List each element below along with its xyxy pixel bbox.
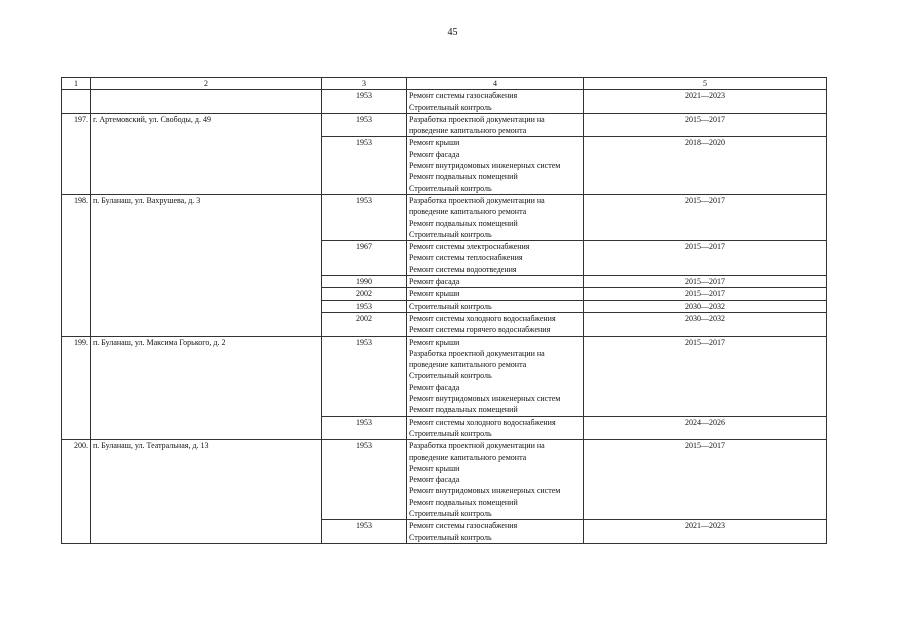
period-cell: 2015—2017 [584,276,827,288]
work-item: Строительный контроль [409,183,492,193]
work-item: Разработка проектной документации на [409,195,545,205]
table-header-row [62,78,827,90]
works-cell [407,194,584,240]
works-cell [407,440,584,520]
address-cell [91,90,322,114]
period-cell: 2015—2017 [584,241,827,276]
work-item: Ремонт системы водоотведения [409,264,517,274]
work-item: проведение капитального ремонта [409,360,527,370]
work-item: Ремонт внутридомовых инженерных систем [409,486,561,496]
year-cell: 1953 [322,440,407,520]
work-item: Ремонт системы газоснабжения [409,521,518,531]
work-item: Ремонт внутридомовых инженерных систем [409,161,561,171]
work-item: Ремонт системы холодного водоснабжения [409,313,556,323]
work-item: Ремонт крыши [409,138,460,148]
work-item: Строительный контроль [409,508,492,518]
work-item: Ремонт подвальных помещений [409,172,518,182]
row-number-cell: 199. [62,336,91,440]
period-cell: 2018—2020 [584,137,827,194]
work-item: Ремонт внутридомовых инженерных систем [409,394,561,404]
works-cell [407,336,584,416]
works-cell [407,113,584,137]
address-cell: п. Буланаш, ул. Вахрушева, д. 3 [91,194,322,336]
work-item: Ремонт фасада [409,277,460,287]
year-cell: 2002 [322,288,407,300]
year-cell: 1953 [322,113,407,137]
row-number-cell: 198. [62,194,91,336]
header-cell-3: 3 [322,78,407,90]
work-item: Строительный контроль [409,102,492,112]
table-row [62,113,827,137]
year-cell: 1953 [322,336,407,416]
work-item: Строительный контроль [409,371,492,381]
table-row [62,194,827,240]
year-cell: 1990 [322,276,407,288]
year-cell: 1953 [322,194,407,240]
address-cell: п. Буланаш, ул. Театральная, д. 13 [91,440,322,544]
works-cell [407,312,584,336]
header-cell-4: 4 [407,78,584,90]
year-cell: 1967 [322,241,407,276]
work-item: Строительный контроль [409,301,492,311]
period-cell: 2021—2023 [584,520,827,544]
row-number-cell: 197. [62,113,91,194]
year-cell: 1953 [322,520,407,544]
year-cell: 1953 [322,137,407,194]
work-item: Разработка проектной документации на [409,441,545,451]
works-cell [407,137,584,194]
header-cell-1: 1 [62,78,91,90]
period-cell: 2015—2017 [584,336,827,416]
table-body [62,78,827,544]
header-cell-5: 5 [584,78,827,90]
header-cell-2: 2 [91,78,322,90]
work-item: Ремонт крыши [409,463,460,473]
table-row [62,90,827,114]
period-cell: 2030—2032 [584,300,827,312]
repair-schedule-table [61,77,827,544]
work-item: Ремонт системы горячего водоснабжения [409,325,551,335]
work-item: Ремонт подвальных помещений [409,497,518,507]
works-cell [407,416,584,440]
row-number-cell [62,90,91,114]
period-cell: 2015—2017 [584,113,827,137]
row-number-cell: 200. [62,440,91,544]
works-cell [407,90,584,114]
period-cell: 2015—2017 [584,440,827,520]
work-item: проведение капитального ремонта [409,207,527,217]
period-cell: 2021—2023 [584,90,827,114]
work-item: проведение капитального ремонта [409,452,527,462]
work-item: Ремонт фасада [409,149,460,159]
work-item: Ремонт системы холодного водоснабжения [409,417,556,427]
period-cell: 2015—2017 [584,288,827,300]
period-cell: 2015—2017 [584,194,827,240]
work-item: Разработка проектной документации на [409,348,545,358]
works-cell [407,276,584,288]
period-cell: 2024—2026 [584,416,827,440]
work-item: Ремонт крыши [409,289,460,299]
works-cell [407,520,584,544]
address-cell: п. Буланаш, ул. Максима Горького, д. 2 [91,336,322,440]
year-cell: 1953 [322,90,407,114]
work-item: Ремонт системы теплоснабжения [409,253,523,263]
work-item: Ремонт подвальных помещений [409,218,518,228]
year-cell: 1953 [322,416,407,440]
period-cell: 2030—2032 [584,312,827,336]
work-item: проведение капитального ремонта [409,126,527,136]
year-cell: 2002 [322,312,407,336]
year-cell: 1953 [322,300,407,312]
work-item: Ремонт системы электроснабжения [409,242,530,252]
work-item: Ремонт системы газоснабжения [409,91,518,101]
work-item: Разработка проектной документации на [409,114,545,124]
work-item: Строительный контроль [409,428,492,438]
work-item: Ремонт крыши [409,337,460,347]
work-item: Ремонт фасада [409,382,460,392]
work-item: Ремонт подвальных помещений [409,405,518,415]
works-cell [407,300,584,312]
address-cell: г. Артемовский, ул. Свободы, д. 49 [91,113,322,194]
works-cell [407,288,584,300]
work-item: Строительный контроль [409,229,492,239]
table-row [62,440,827,520]
page-number: 45 [447,27,458,38]
work-item: Ремонт фасада [409,475,460,485]
work-item: Строительный контроль [409,532,492,542]
works-cell [407,241,584,276]
table-row [62,336,827,416]
